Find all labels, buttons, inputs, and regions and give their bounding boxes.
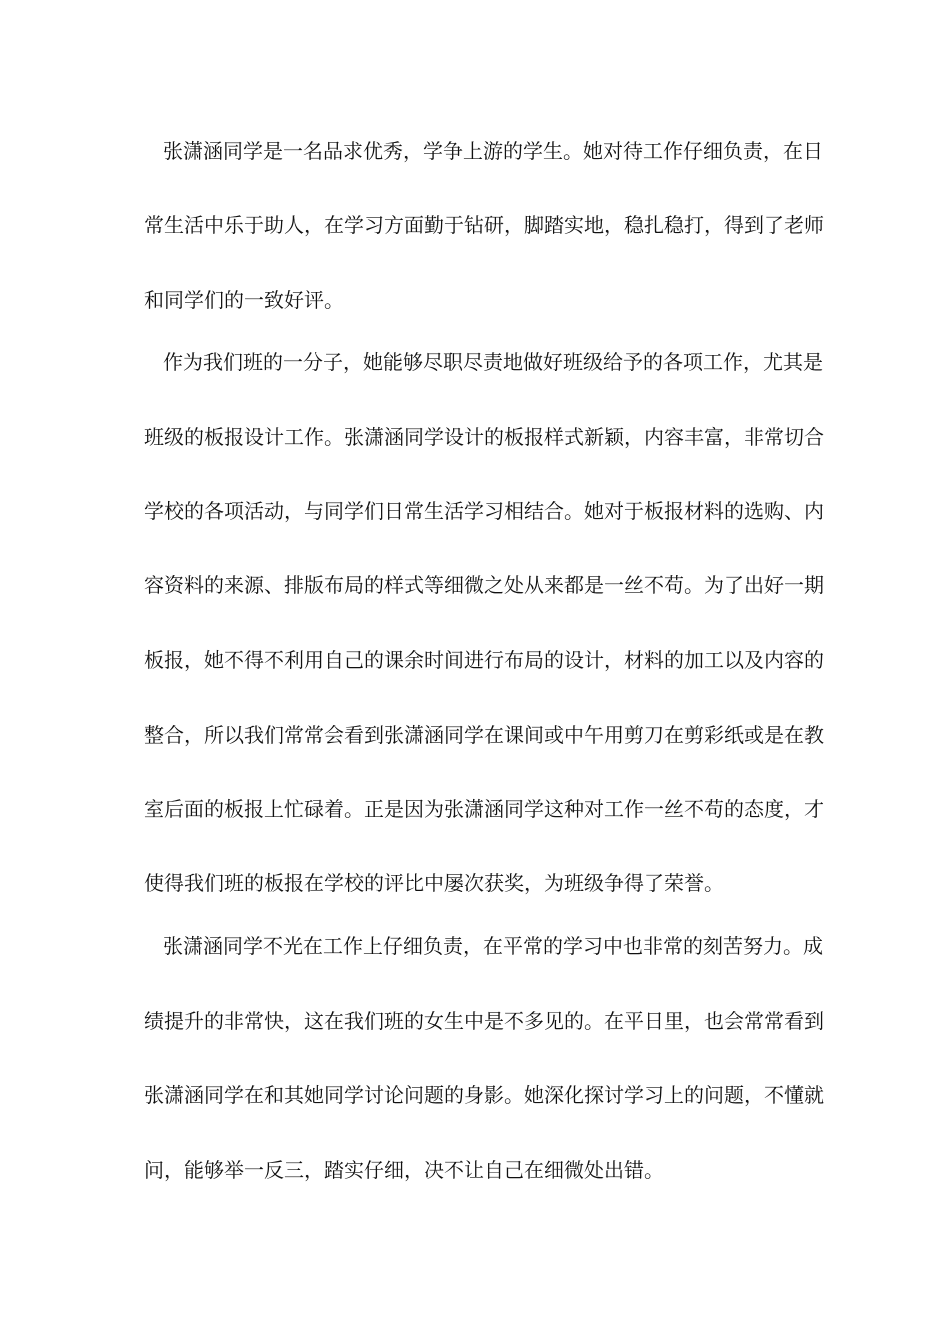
- paragraph-1-line-1: 张潇涵同学是一名品求优秀，学争上游的学生。她对待工作仔细负责，在日: [163, 139, 823, 163]
- paragraph-2-line-7: 室后面的板报上忙碌着。正是因为张潇涵同学这种对工作一丝不苟的态度，才: [144, 797, 824, 821]
- paragraph-3-line-4: 问，能够举一反三，踏实仔细，决不让自己在细微处出错。: [144, 1158, 664, 1182]
- paragraph-2-line-6: 整合，所以我们常常会看到张潇涵同学在课间或中午用剪刀在剪彩纸或是在教: [144, 723, 824, 747]
- paragraph-3-line-1: 张潇涵同学不光在工作上仔细负责，在平常的学习中也非常的刻苦努力。成: [163, 934, 823, 958]
- paragraph-1-line-2: 常生活中乐于助人，在学习方面勤于钻研，脚踏实地，稳扎稳打，得到了老师: [144, 213, 824, 237]
- paragraph-2-line-8: 使得我们班的板报在学校的评比中屡次获奖，为班级争得了荣誉。: [144, 871, 724, 895]
- paragraph-3-line-3: 张潇涵同学在和其她同学讨论问题的身影。她深化探讨学习上的问题，不懂就: [144, 1083, 824, 1107]
- paragraph-1-line-3: 和同学们的一致好评。: [144, 288, 344, 312]
- paragraph-2-line-1: 作为我们班的一分子，她能够尽职尽责地做好班级给予的各项工作，尤其是: [163, 350, 823, 374]
- paragraph-2-line-5: 板报，她不得不利用自己的课余时间进行布局的设计，材料的加工以及内容的: [144, 648, 824, 672]
- paragraph-2-line-3: 学校的各项活动，与同学们日常生活学习相结合。她对于板报材料的选购、内: [144, 499, 824, 523]
- paragraph-2-line-4: 容资料的来源、排版布局的样式等细微之处从来都是一丝不苟。为了出好一期: [144, 573, 824, 597]
- paragraph-2-line-2: 班级的板报设计工作。张潇涵同学设计的板报样式新颖，内容丰富，非常切合: [144, 425, 824, 449]
- paragraph-3-line-2: 绩提升的非常快，这在我们班的女生中是不多见的。在平日里，也会常常看到: [144, 1009, 824, 1033]
